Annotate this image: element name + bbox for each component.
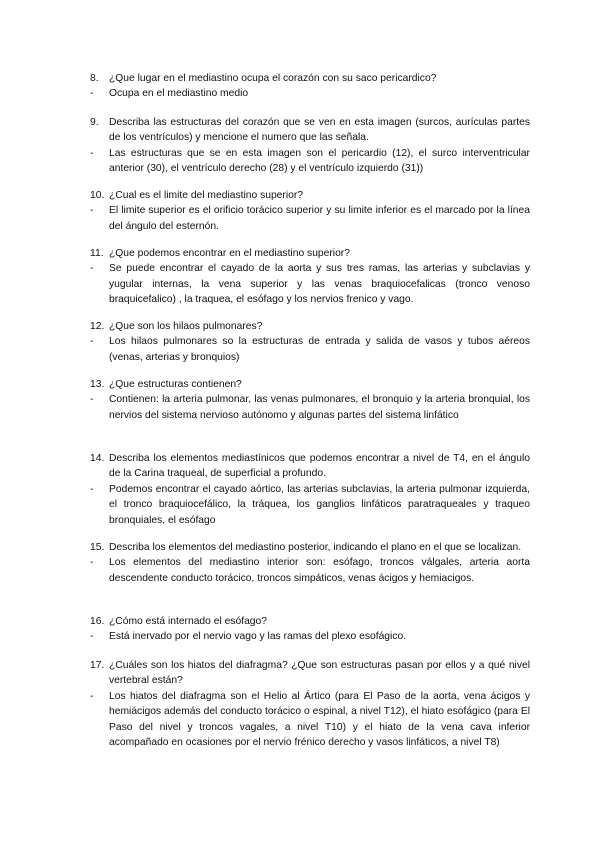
question-number: 8. xyxy=(90,73,99,84)
question-number: 17. xyxy=(90,660,105,671)
answer xyxy=(90,203,530,234)
answer-bullet: - xyxy=(90,336,94,348)
answer xyxy=(90,555,530,586)
qa-item-12 xyxy=(90,319,530,365)
answer xyxy=(90,629,530,644)
question xyxy=(90,614,530,629)
answer xyxy=(90,86,530,101)
answer xyxy=(90,482,530,528)
answer-bullet: - xyxy=(90,483,94,495)
answer-bullet: - xyxy=(90,205,94,217)
qa-item-10 xyxy=(90,188,530,234)
question xyxy=(90,115,530,146)
answer xyxy=(90,392,530,423)
qa-item-13 xyxy=(90,377,530,423)
question-text: ¿Que podemos encontrar en el mediastino superior? xyxy=(109,248,350,259)
question-text: Describa los elementos del mediastino posterior, indicando el plano en el que se localizan. xyxy=(109,542,522,553)
question-text: ¿Que lugar en el mediastino ocupa el corazón con su saco pericardico? xyxy=(109,73,437,84)
question-number: 10. xyxy=(90,190,105,201)
answer xyxy=(90,146,530,177)
qa-item-11 xyxy=(90,246,530,308)
answer xyxy=(90,261,530,307)
answer-text: Los hiatos del diafragma son el Helio al Ártico (para El Paso de la aorta, vena ácigos y hemiácigos además del conducto torácico o espinal, a nivel T12), el hiato esofágico (para El Paso del nivel y troncos vagales, a nivel T10) y el hiato de la vena cava inferior acompañado en ocasiones por el nervio frénico derecho y vasos linfáticos, a nivel T8) xyxy=(109,690,530,749)
qa-item-16 xyxy=(90,614,530,645)
answer-text: Contienen: la arteria pulmonar, las venas pulmonares, el bronquio y la arteria bronquial, los nervios del sistema nervioso autónomo y algunas partes del sistema linfático xyxy=(109,394,530,421)
question-number: 15. xyxy=(90,542,105,553)
question-number: 12. xyxy=(90,321,105,332)
question xyxy=(90,540,530,555)
question-text: ¿Cual es el limite del mediastino superior? xyxy=(109,190,304,201)
question xyxy=(90,658,530,689)
question xyxy=(90,377,530,392)
answer-bullet: - xyxy=(90,88,94,100)
answer-bullet: - xyxy=(90,263,94,275)
question xyxy=(90,246,530,261)
qa-item-15 xyxy=(90,540,530,586)
qa-item-17 xyxy=(90,658,530,750)
answer-text: El limite superior es el orificio torácico superior y su limite inferior es el marcado por la línea del ángulo del esternón. xyxy=(109,205,530,232)
answer-text: Las estructuras que se en esta imagen son el pericardio (12), el surco interventricular anterior (30), el ventrículo derecho (28) y el ventrículo izquierdo (31)) xyxy=(109,147,530,175)
question-text: Describa las estructuras del corazón que se ven en esta imagen (surcos, aurículas partes de los ventrículos) y mencione el numero que las señala. xyxy=(109,117,530,144)
question-text: ¿Cuáles son los hiatos del diafragma? ¿Que son estructuras pasan por ellos y a qué nivel vertebral están? xyxy=(109,660,530,687)
question-number: 9. xyxy=(90,117,99,128)
answer-text: Los hilaos pulmonares so la estructuras de entrada y salida de vasos y tubos aéreos (venas, arterias y bronquios) xyxy=(109,336,530,363)
answer-bullet: - xyxy=(90,690,94,702)
answer xyxy=(90,334,530,365)
question xyxy=(90,188,530,203)
answer-text: Ocupa en el mediastino medio xyxy=(109,88,249,100)
question-text: Describa los elementos mediastínicos que podemos encontrar a nivel de T4, en el ángulo de la Carina traqueal, de superficial a profundo. xyxy=(109,453,530,480)
question-number: 14. xyxy=(90,453,105,464)
answer-bullet: - xyxy=(90,557,94,569)
answer-text: Los elementos del mediastino interior son: esófago, troncos válgales, arteria aorta descendente conducto torácico, troncos simpáticos, venas ácigos y hemiacigos. xyxy=(109,557,530,584)
answer xyxy=(90,689,530,751)
question-number: 13. xyxy=(90,379,105,390)
question-number: 16. xyxy=(90,616,105,627)
question xyxy=(90,451,530,482)
question xyxy=(90,71,530,86)
qa-item-14 xyxy=(90,451,530,528)
answer-bullet: - xyxy=(90,394,94,406)
question xyxy=(90,319,530,334)
answer-text: Está inervado por el nervio vago y las ramas del plexo esofágico. xyxy=(109,631,407,643)
answer-bullet: - xyxy=(90,147,94,159)
question-number: 11. xyxy=(90,248,104,259)
answer-bullet: - xyxy=(90,631,94,643)
qa-item-8 xyxy=(90,71,530,102)
question-text: ¿Que son los hilaos pulmonares? xyxy=(109,321,263,332)
question-text: ¿Que estructuras contienen? xyxy=(109,379,242,390)
answer-text: Se puede encontrar el cayado de la aorta y sus tres ramas, las arterias y subclavias y yugular internas, la vena superior y las venas braquiocefalicas (tronco venoso braquicefalico) , la traquea, el esófago y los nervios frenico y vago. xyxy=(109,263,530,306)
qa-item-9 xyxy=(90,115,530,177)
answer-text: Podemos encontrar el cayado aórtico, las arterias subclavias, la arteria pulmonar izquierda, el tronco braquiocefálico, la tráquea, los ganglios linfáticos paratraqueales y traqueo bronquiales, el esófago xyxy=(109,483,530,526)
question-text: ¿Cómo está internado el esófago? xyxy=(109,616,267,627)
